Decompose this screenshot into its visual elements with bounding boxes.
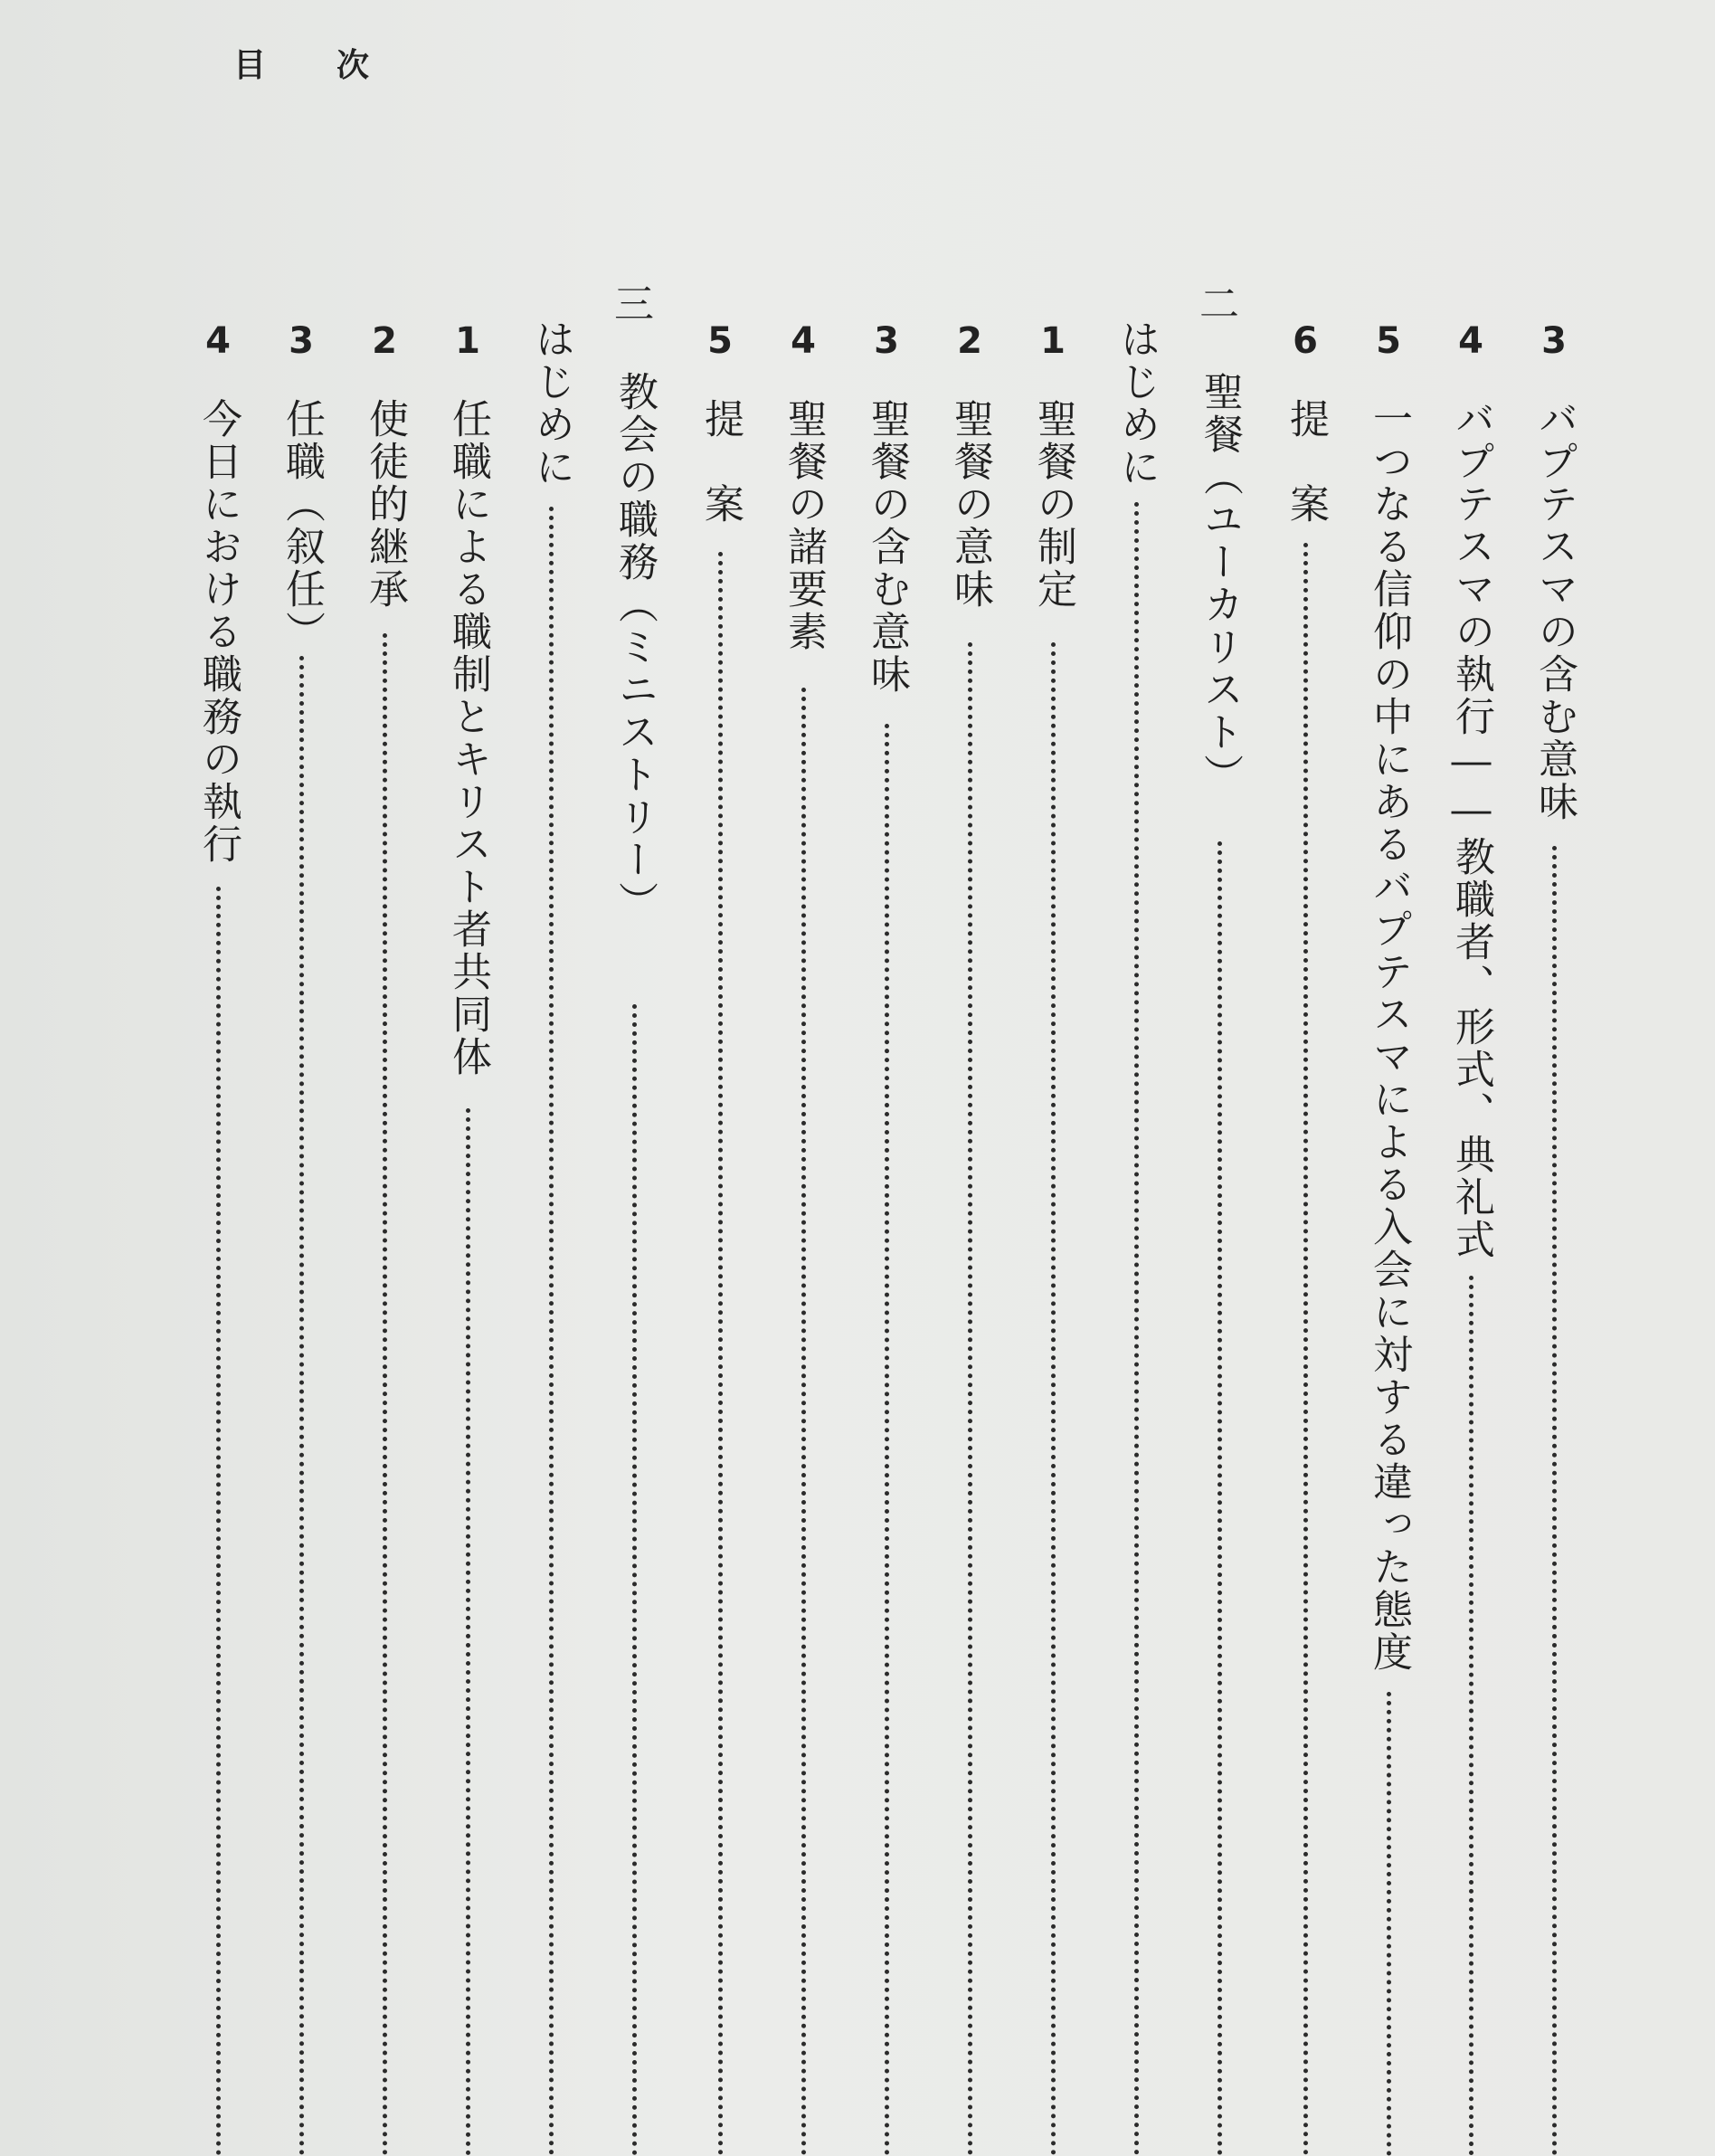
entry-title: 使徒的継承 bbox=[362, 398, 408, 611]
toc-entry bbox=[1274, 0, 1337, 2156]
entry-title: 聖餐の制定 bbox=[1030, 398, 1076, 611]
toc-entry bbox=[1357, 0, 1420, 2156]
entry-title: はじめに bbox=[1113, 318, 1160, 489]
leader-dots bbox=[383, 633, 387, 2156]
leader-dots bbox=[1469, 1276, 1473, 2156]
section-title: 聖餐（ユーカリスト） bbox=[1197, 371, 1243, 796]
toc-entry bbox=[1522, 0, 1586, 2156]
toc-entry bbox=[519, 0, 583, 2156]
entry-title: バプテスマの執行――教職者、形式、典礼式 bbox=[1448, 398, 1494, 1261]
entry-number: 2 bbox=[957, 320, 982, 362]
toc-entry bbox=[855, 0, 918, 2156]
toc-entry bbox=[186, 0, 250, 2156]
entry-number: 2 bbox=[372, 320, 397, 362]
leader-dots bbox=[885, 724, 889, 2156]
toc-entry bbox=[688, 0, 752, 2156]
entry-number: 3 bbox=[1541, 320, 1567, 362]
header-char-right: 次 bbox=[336, 47, 372, 84]
entry-number: 4 bbox=[1458, 320, 1483, 362]
leader-dots bbox=[1303, 543, 1308, 2156]
leader-dots bbox=[1218, 841, 1222, 2156]
leader-dots bbox=[968, 642, 972, 2156]
toc-section-heading bbox=[1188, 0, 1251, 2156]
section-number: 三 bbox=[614, 281, 654, 328]
toc-entry bbox=[1104, 0, 1168, 2156]
toc-entry bbox=[1021, 0, 1085, 2156]
header-char-left: 目 bbox=[233, 47, 269, 84]
entry-number: 4 bbox=[205, 320, 231, 362]
entry-title: 聖餐の諸要素 bbox=[781, 398, 827, 653]
entry-title: 聖餐の意味 bbox=[947, 398, 993, 611]
leader-dots bbox=[801, 688, 806, 2156]
toc-entry bbox=[1439, 0, 1502, 2156]
toc-section-heading bbox=[602, 0, 666, 2156]
entry-title: 今日における職務の執行 bbox=[195, 398, 242, 866]
entry-number: 1 bbox=[1040, 320, 1066, 362]
toc-entry bbox=[353, 0, 416, 2156]
leader-dots bbox=[1552, 846, 1557, 2156]
leader-dots bbox=[1134, 502, 1139, 2156]
entry-number: 6 bbox=[1293, 320, 1318, 362]
entry-title: はじめに bbox=[528, 318, 574, 489]
leader-dots bbox=[216, 887, 221, 2156]
leader-dots bbox=[718, 552, 723, 2156]
entry-number: 1 bbox=[455, 320, 480, 362]
entry-title: 提 案 bbox=[1283, 398, 1329, 526]
entry-title: 任職（叙任） bbox=[279, 398, 325, 653]
toc-entry bbox=[938, 0, 1001, 2156]
toc-entry bbox=[436, 0, 499, 2156]
leader-dots bbox=[1387, 1692, 1391, 2156]
toc-entry bbox=[270, 0, 333, 2156]
entry-number: 5 bbox=[1376, 320, 1401, 362]
entry-number: 3 bbox=[874, 320, 899, 362]
entry-title: 一つなる信仰の中にあるバプテスマによる入会に対する違った態度 bbox=[1366, 398, 1412, 1674]
entry-number: 3 bbox=[289, 320, 314, 362]
entry-number: 4 bbox=[791, 320, 816, 362]
section-number: 二 bbox=[1199, 281, 1239, 328]
leader-dots bbox=[632, 1004, 637, 2156]
leader-dots bbox=[1051, 642, 1056, 2156]
entry-title: 任職による職制とキリスト者共同体 bbox=[445, 398, 491, 1078]
entry-title: 聖餐の含む意味 bbox=[864, 398, 910, 696]
leader-dots bbox=[299, 656, 304, 2156]
toc-entry bbox=[772, 0, 835, 2156]
leader-dots bbox=[549, 507, 554, 2156]
leader-dots bbox=[466, 1108, 470, 2156]
section-title: 教会の職務（ミニストリー） bbox=[611, 371, 658, 924]
entry-number: 5 bbox=[707, 320, 733, 362]
entry-title: バプテスマの含む意味 bbox=[1531, 398, 1578, 823]
entry-title: 提 案 bbox=[697, 398, 744, 526]
